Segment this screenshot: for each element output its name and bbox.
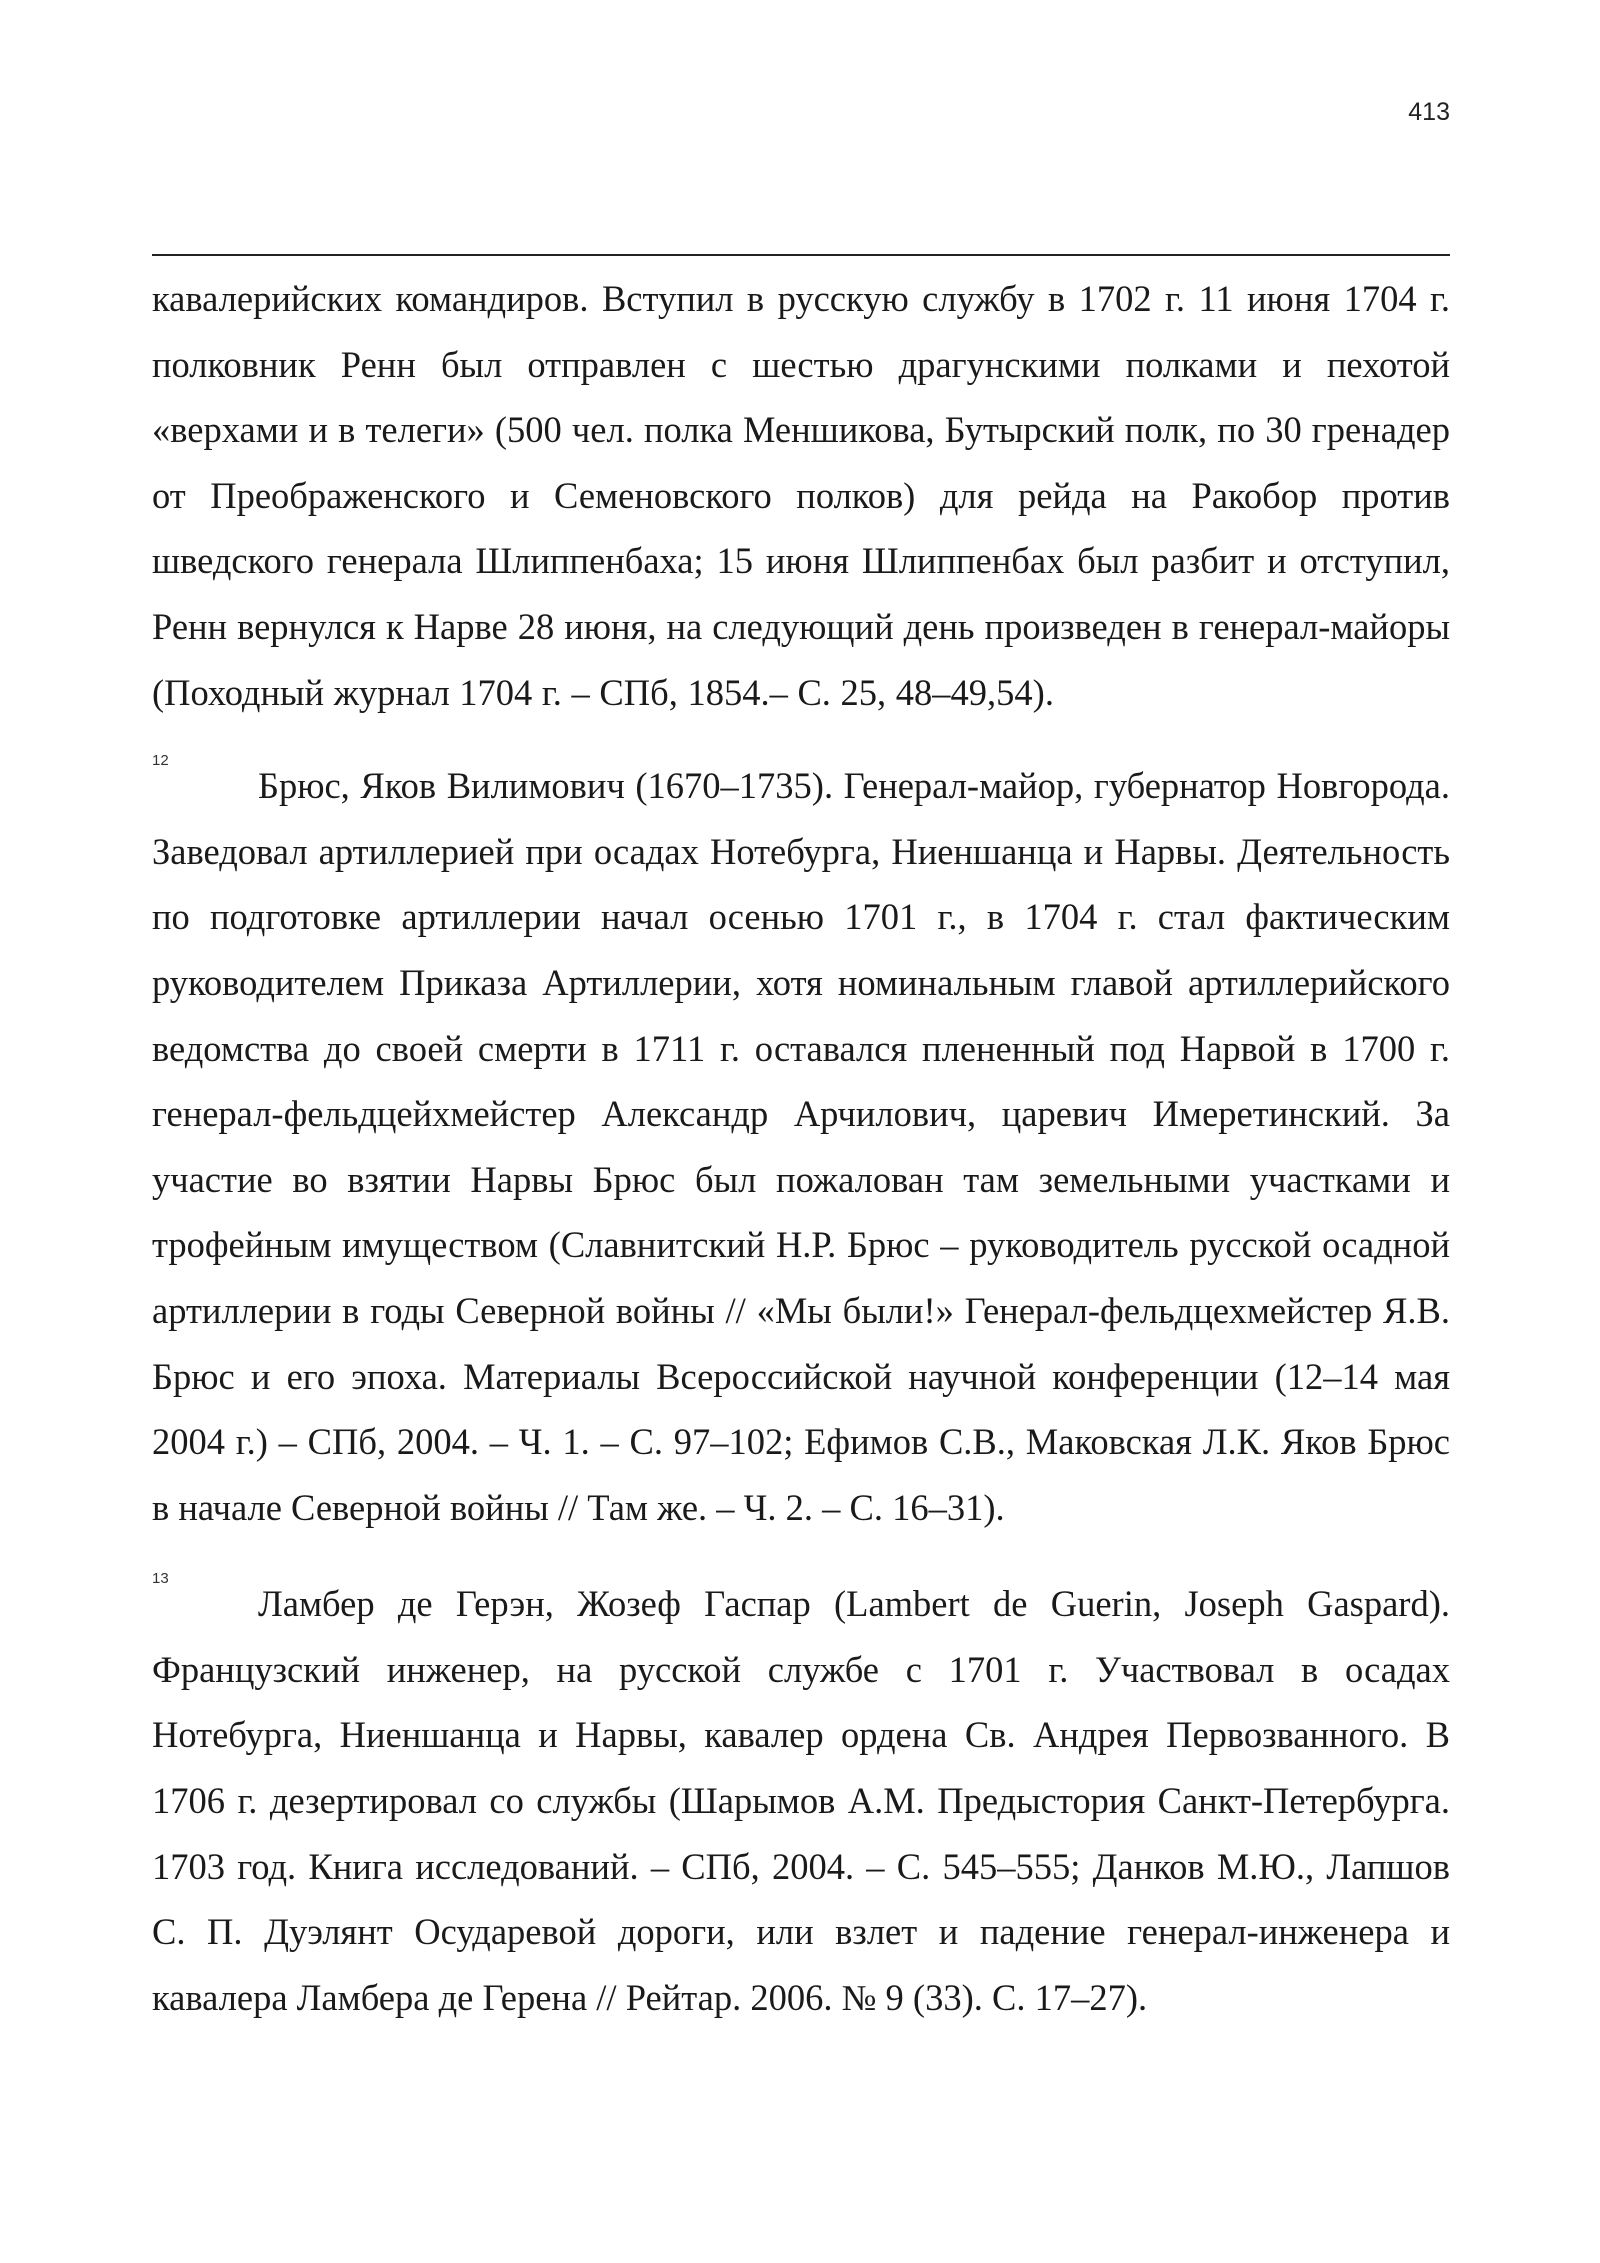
footnote-text: Ламбер де Герэн, Жозеф Гаспар (Lambert de Guerin, Joseph Gaspard). Французский инженер, на русской службе с 1701 г. Участвовал в осадах Нотебурга, Ниеншанца и Нарвы, кавалер ордена Св. Андрея Первозванного. В 1706 г. дезертировал со службы (Шарымов А.М. Предыстория Санкт‑Петербурга. 1703 год. Книга исследований. – СПб, 2004. – С. 545–555; Данков М.Ю., Лапшов С. П. Дуэлянт Осударевой дороги, или взлет и падение генерал‑инженера и кавалера Ламбера де Герена // Рейтар. 2006. № 9 (33). С. 17–27).	[152, 1583, 1450, 2018]
footnotes-area	[152, 266, 1450, 2030]
footnote-continuation: кавалерийских командиров. Вступил в русскую службу в 1702 г. 11 июня 1704 г. полковник Ренн был отправлен с шестью драгунскими полками и пехотой «верхами и в телеги» (500 чел. полка Меншикова, Бутырский полк, по 30 гренадер от Преображенского и Семеновского полков) для рейда на Ракобор против шведского генерала Шлиппенбаха; 15 июня Шлиппенбах был разбит и отступил, Ренн вернулся к Нарве 28 июня, на следующий день произведен в генерал‑майоры (Походный журнал 1704 г. – СПб, 1854.– С. 25, 48–49,54).	[152, 278, 1450, 713]
page-number: 413	[1408, 98, 1450, 126]
footnote-number: 12	[152, 752, 169, 770]
footnote-12	[152, 753, 1450, 1540]
footnote-separator	[152, 254, 1450, 256]
footnote-number: 13	[152, 1570, 169, 1588]
footnote-text: Брюс, Яков Вилимович (1670–1735). Генерал‑майор, губернатор Новгорода. Заведовал артиллерией при осадах Нотебурга, Ниеншанца и Нарвы. Деятельность по подготовке артиллерии начал осенью 1701 г., в 1704 г. стал фактическим руководителем Приказа Артиллерии, хотя номинальным главой артиллерийского ведомства до своей смерти в 1711 г. оставался плененный под Нарвой в 1700 г. генерал‑фельдцейхмейстер Александр Арчилович, царевич Имеретинский. За участие во взятии Нарвы Брюс был пожалован там земельными участками и трофейным имуществом (Славнитский Н.Р. Брюс – руководитель русской осадной артиллерии в годы Северной войны // «Мы были!» Генерал‑фельдцехмейстер Я.В. Брюс и его эпоха. Материалы Всероссийской научной конференции (12–14 мая 2004 г.) – СПб, 2004. – Ч. 1. – С. 97–102; Ефимов С.В., Маковская Л.К. Яков Брюс в начале Северной войны // Там же. – Ч. 2. – С. 16–31).	[152, 765, 1450, 1528]
footnote-13	[152, 1571, 1450, 2030]
